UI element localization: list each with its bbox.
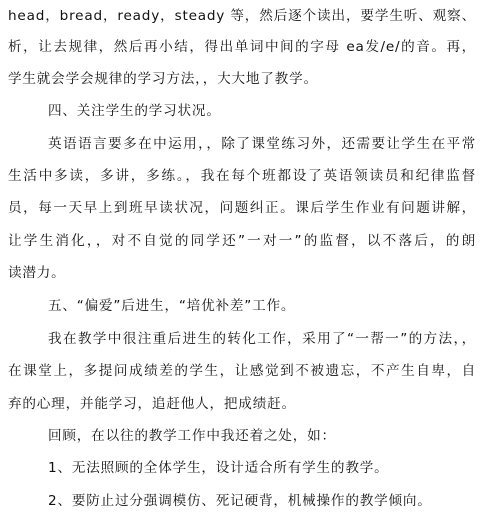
section-heading-5: 五、“偏爱”后进生，“培优补差”工作。: [48, 298, 296, 314]
text-line-6: 生活中多读，多讲，多练。，我在每个班都设了英语领读员和纪律监督: [8, 168, 476, 184]
text-line-1: head，bread，ready，steady 等，然后逐个读出，要学生听、观察、: [8, 8, 476, 24]
text-line-5: 英语语言要多在中运用，，除了课堂练习外，还需要让学生在平常: [48, 136, 476, 152]
section-heading-4: 四、关注学生的学习状况。: [48, 103, 221, 119]
text-line-13: 弃的心理，并能学习，追赶他人，把成绩赶。: [8, 396, 296, 412]
list-item-2: 2、要防止过分强调模仿、死记硬背，机械操作的教学倾向。: [48, 493, 432, 509]
text-line-9: 读潜力。: [8, 265, 66, 281]
text-line-7: 员，每一天早上到班早读状况，问题纠正。课后学生作业有问题讲解，: [8, 200, 476, 216]
text-line-11: 我在教学中很注重后进生的转化工作，采用了“一帮一”的方法，，: [48, 331, 476, 347]
text-line-14: 回顾，在以往的教学工作中我还着之处，如：: [48, 428, 336, 444]
text-line-2: 析，让去规律，然后再小结，得出单词中间的字母 ea发/e/的音。再，: [8, 39, 476, 55]
text-line-12: 在课堂上，多提问成绩差的学生，让感觉到不被遗忘，不产生自卑，自: [8, 363, 476, 379]
text-line-3: 学生就会学会规律的学习方法，，大大地了教学。: [8, 71, 318, 87]
text-line-8: 让学生消化，，对不自觉的同学还”一对一”的监督，以不落后，的朗: [8, 233, 476, 249]
list-item-1: 1、无法照顾的全体学生，设计适合所有学生的教学。: [48, 460, 389, 476]
